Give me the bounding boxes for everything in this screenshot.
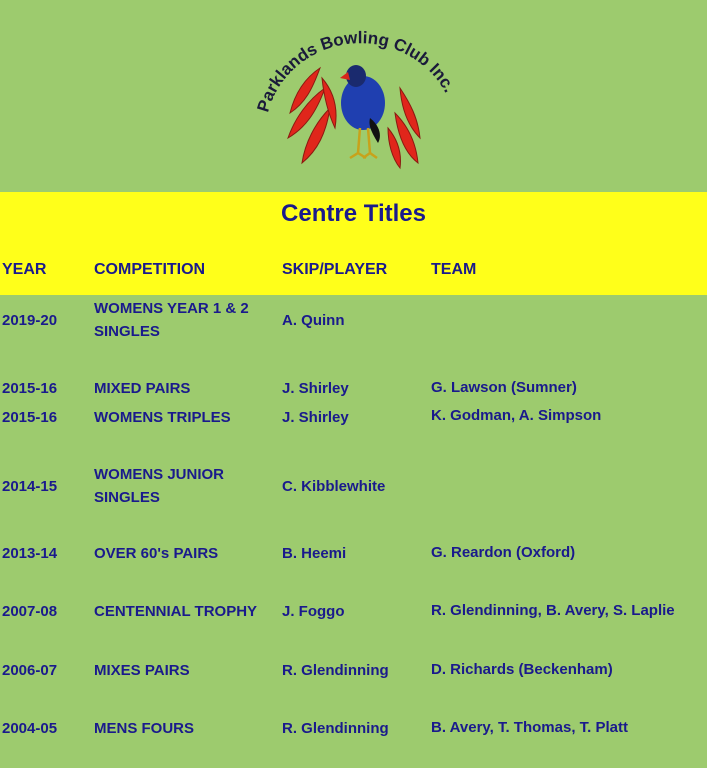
competition-cell: CENTENNIAL TROPHY xyxy=(94,603,258,620)
competition-cell: OVER 60's PAIRS xyxy=(94,545,219,562)
left-flower-icon xyxy=(288,68,336,163)
year-cell: 2015-16 xyxy=(2,380,58,397)
competition-cell: WOMENS YEAR 1 & 2 xyxy=(94,300,249,317)
right-flower-icon xyxy=(388,88,420,168)
team-cell: K. Godman, A. Simpson xyxy=(431,407,602,424)
club-logo xyxy=(250,18,460,178)
skip-cell: R. Glendinning xyxy=(282,662,389,679)
header-skip-player: SKIP/PLAYER xyxy=(282,261,388,278)
header-competition: COMPETITION xyxy=(94,261,206,278)
year-cell: 2015-16 xyxy=(2,409,58,426)
team-cell: R. Glendinning, B. Avery, S. Laplie xyxy=(431,602,675,619)
competition-cell-line2: SINGLES xyxy=(94,489,160,506)
team-cell: D. Richards (Beckenham) xyxy=(431,661,613,678)
competition-cell: MIXES PAIRS xyxy=(94,662,190,679)
skip-cell: C. Kibblewhite xyxy=(282,478,386,495)
header-year: YEAR xyxy=(2,261,47,278)
year-cell: 2007-08 xyxy=(2,603,58,620)
skip-cell: J. Shirley xyxy=(282,380,349,397)
competition-cell: MENS FOURS xyxy=(94,720,195,737)
competition-cell: WOMENS JUNIOR xyxy=(94,466,225,483)
skip-cell: J. Shirley xyxy=(282,409,349,426)
logo-text-path: Parklands Bowling Club Inc. xyxy=(253,28,460,115)
year-cell: 2004-05 xyxy=(2,720,58,737)
header-team: TEAM xyxy=(431,261,477,278)
skip-cell: J. Foggo xyxy=(282,603,345,620)
team-cell: G. Lawson (Sumner) xyxy=(431,379,577,396)
skip-cell: B. Heemi xyxy=(282,545,347,562)
competition-cell: WOMENS TRIPLES xyxy=(94,409,231,426)
skip-cell: A. Quinn xyxy=(282,312,345,329)
year-cell: 2006-07 xyxy=(2,662,58,679)
year-cell: 2019-20 xyxy=(2,312,58,329)
competition-cell: MIXED PAIRS xyxy=(94,380,191,397)
year-cell: 2014-15 xyxy=(2,478,58,495)
page-title: Centre Titles xyxy=(281,200,426,227)
pukeko-bird-icon xyxy=(340,65,385,158)
skip-cell: R. Glendinning xyxy=(282,720,389,737)
team-cell: G. Reardon (Oxford) xyxy=(431,544,576,561)
competition-cell-line2: SINGLES xyxy=(94,323,160,340)
team-cell: B. Avery, T. Thomas, T. Platt xyxy=(431,719,628,736)
year-cell: 2013-14 xyxy=(2,545,58,562)
